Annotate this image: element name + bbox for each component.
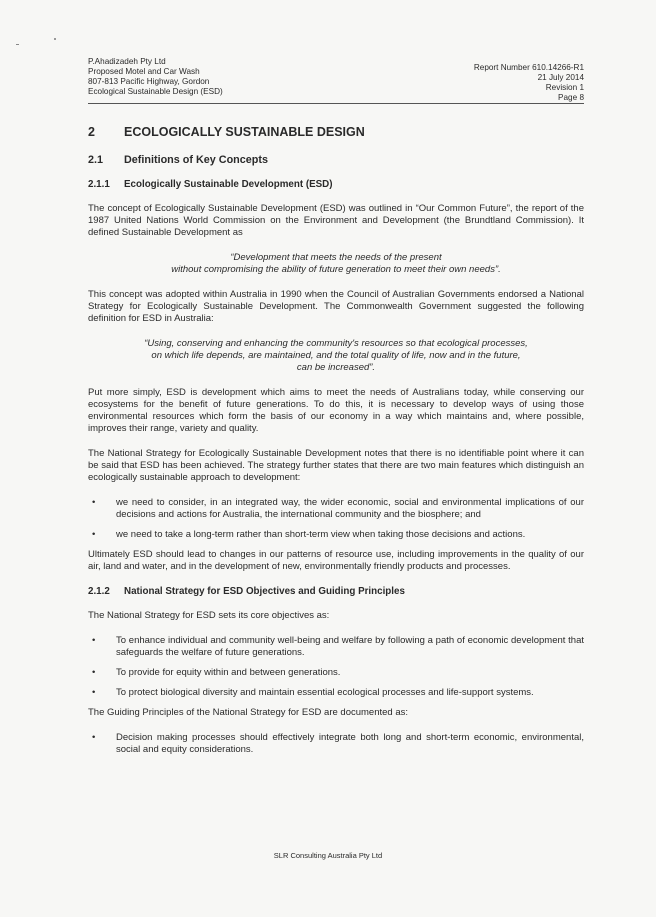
bullet-icon: • [92,635,96,646]
page-footer: SLR Consulting Australia Pty Ltd [273,851,383,860]
header-revision: Revision 1 [545,83,584,92]
block-quote [88,252,584,276]
list-item [88,687,584,699]
paragraph: Ultimately ESD should lead to changes in our patterns of resource use, including improvements in the quality of our air, land and water, and in the development of new, environmentally friendly products and processes. [88,549,584,572]
quote-line: “Using, conserving and enhancing the community's resources so that ecological processes, [144,338,528,349]
quote-line: “Development that meets the needs of the present [230,252,442,263]
quote-line: can be increased”. [296,362,376,373]
header-page: Page 8 [558,93,584,102]
bullet-icon: • [92,687,96,698]
list-item [88,732,584,756]
document-body [88,120,584,764]
bullet-icon: • [92,497,96,508]
paragraph: Put more simply, ESD is development which aims to meet the needs of Australians today, while conserving our ecosystems for the benefit of future generations. To do this, it is necessary to develop ways of using those environmental resources which form the basis of our economy in a way which maintains and, where possible, improves their range, variety and quality. [88,387,584,434]
list-item [88,497,584,521]
scan-speck [16,44,19,45]
paragraph: The concept of Ecologically Sustainable Development (ESD) was outlined in “Our Common Future”, the report of the 1987 United Nations World Commission on the Environment and Development (the Brundtland Commission). It defined Sustainable Development as [88,203,584,238]
header-doc-title: Ecological Sustainable Design (ESD) [88,87,223,96]
subsubsection-number: 2.1.1 [88,179,110,190]
quote-line: on which life depends, are maintained, and the total quality of life, now and in the future, [151,350,521,361]
bullet-icon: • [92,732,96,743]
section-number: 2 [88,125,95,139]
paragraph: The National Strategy for ESD sets its core objectives as: [88,610,330,621]
subsection-heading [88,154,584,166]
section-heading [88,126,584,138]
subsubsection-title: National Strategy for ESD Objectives and Guiding Principles [124,586,405,597]
section-title: ECOLOGICALLY SUSTAINABLE DESIGN [124,125,365,139]
list-item-text: To protect biological diversity and maintain essential ecological processes and life-support systems. [116,687,534,698]
subsubsection-number: 2.1.2 [88,586,110,597]
subsubsection-heading [88,586,584,598]
paragraph: The Guiding Principles of the National Strategy for ESD are documented as: [88,707,409,718]
subsection-title: Definitions of Key Concepts [124,154,268,166]
list-item [88,635,584,659]
list-item-text: we need to consider, in an integrated way, the wider economic, social and environmental implications of our decisions and actions for Australia, the international community and the biosphere; and [116,497,584,520]
paragraph: This concept was adopted within Australia in 1990 when the Council of Australian Governments endorsed a National Strategy for Ecologically Sustainable Development. The Commonwealth Government suggested the following definition for ESD in Australia: [88,289,584,324]
header-project: Proposed Motel and Car Wash [88,67,200,76]
subsubsection-title: Ecologically Sustainable Development (ESD) [124,179,333,190]
list-item-text: Decision making processes should effectively integrate both long and short-term economic, environmental, social and equity considerations. [116,732,584,755]
subsection-number: 2.1 [88,154,104,166]
list-item-text: we need to take a long-term rather than short-term view when taking those decisions and actions. [116,529,526,540]
header-company: P.Ahadizadeh Pty Ltd [88,57,166,66]
list-item [88,667,584,679]
subsubsection-heading [88,179,584,191]
header-right [474,63,584,103]
list-item-text: To enhance individual and community well-being and welfare by following a path of economic development that safeguards the welfare of future generations. [116,635,584,658]
list-item [88,529,584,541]
bullet-icon: • [92,667,96,678]
header-address: 807-813 Pacific Highway, Gordon [88,77,210,86]
bullet-list [88,497,584,541]
bullet-icon: • [92,529,96,540]
paragraph: The National Strategy for Ecologically Sustainable Development notes that there is no identifiable point where it can be said that ESD has been achieved. The strategy further states that there are two main features which distinguish an ecologically sustainable approach to development: [88,448,584,483]
bullet-list [88,732,584,756]
header-left [88,57,223,97]
block-quote [88,338,584,374]
header-date: 21 July 2014 [537,73,584,82]
header-divider [88,103,584,104]
header-report-number: Report Number 610.14266-R1 [473,63,584,72]
scan-speck [54,38,56,40]
list-item-text: To provide for equity within and between generations. [116,667,341,678]
bullet-list [88,635,584,699]
quote-line: without compromising the ability of future generation to meet their own needs”. [171,264,501,275]
